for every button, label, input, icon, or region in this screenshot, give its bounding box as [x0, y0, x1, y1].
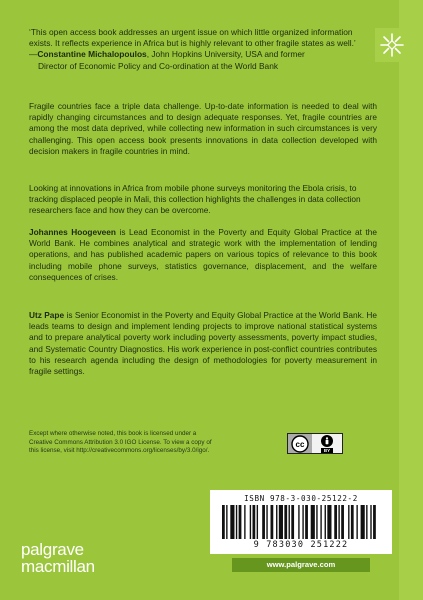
cc-icon: [288, 434, 312, 453]
barcode-bar: [222, 505, 225, 539]
barcode-bar: [289, 505, 290, 539]
svg-text:cc: cc: [295, 439, 305, 449]
cc-by-badge: [287, 433, 343, 454]
publisher-name-line2: macmillan: [21, 557, 95, 576]
barcode-bar: [252, 505, 255, 539]
author-bio-text: is Senior Economist in the Poverty and Equity Global Practice at the World Bank. He leads teams to design and implement lending projects to improve national statistical systems and to prepare analytical poverty work including poverty assessments, poverty impact studies, and Systematic Country Diagnostics. His work experience in post-conflict countries contributes to his research agenda including the design of methodologies for poverty measurement in fragile settings.: [29, 310, 377, 377]
barcode-bar: [334, 505, 337, 539]
barcode-bar: [305, 505, 308, 539]
barcode-bar: [302, 505, 303, 539]
isbn-barcode-box: [210, 490, 392, 554]
barcode-bar: [291, 505, 294, 539]
by-label: BY: [321, 448, 333, 453]
license-notice: Except where otherwise noted, this book is licensed under a Creative Commons Attribution 3.0 IGO License. To view a copy of this license, visit http://creativecommons.org/licenses/by/3.0/igo/.: [29, 430, 212, 455]
endorsement-quote: [29, 27, 377, 72]
barcode-bar: [257, 505, 258, 539]
barcode-bar: [239, 505, 242, 539]
barcode-bar: [361, 505, 365, 539]
barcode-bar: [284, 505, 287, 539]
barcode-bar: [250, 505, 251, 539]
barcode-bar: [311, 505, 315, 539]
author-bio-text: is Lead Economist in the Poverty and Equity Global Practice at the World Bank. He combines analytical and strategic work with the implementation of lending operations, and has published academic papers on various topics of relevance to this book including mobile phone surveys, statistics governance, displacement, and the welfare consequences of crises.: [29, 227, 377, 282]
barcode-bar: [366, 505, 367, 539]
person-icon: [321, 435, 333, 447]
author-bio-pape: [29, 310, 377, 377]
barcode-bar: [266, 505, 267, 539]
quote-affiliation: , John Hopkins University, USA and former: [146, 49, 305, 60]
barcode-bar: [279, 505, 283, 539]
quote-text: ‘This open access book addresses an urgent issue on which little organized information exists. It reflects experience in Africa but is highly relevant to other fragile states as well.’: [29, 27, 356, 49]
barcode-bar: [373, 505, 376, 539]
quote-author: Constantine Michalopoulos: [37, 49, 147, 60]
barcode-bar: [276, 505, 277, 539]
cover-edge-strip: [399, 0, 423, 600]
barcode-bar: [325, 505, 326, 539]
author-bio-hoogeveen: [29, 227, 377, 283]
barcode-bar: [356, 505, 357, 539]
quote-dash: —: [29, 49, 38, 60]
barcode-bar: [348, 505, 349, 539]
barcode-bar: [298, 505, 299, 539]
author-name: Utz Pape: [29, 310, 65, 320]
publisher-url[interactable]: www.palgrave.com: [232, 558, 370, 572]
description-paragraph-2: Looking at innovations in Africa from mobile phone surveys monitoring the Ebola crisis, to tracking displaced people in Mali, this collection highlights the challenges in data collection researchers face and how they can be overcome.: [29, 183, 361, 216]
barcode-bar: [327, 505, 331, 539]
barcode-bar: [226, 505, 227, 539]
description-paragraph-1: Fragile countries face a triple data challenge. Up-to-date information is needed to deal with rapidly changing circumstances and to design adequate responses. Yet, fragile countries are among the most data deprived, while collecting new information in such circumstances is very challenging. This open access book presents innovations in data collection developed with decision makers in fragile countries in mind.: [29, 101, 377, 156]
barcode-bar: [316, 505, 317, 539]
barcode-bar: [262, 505, 265, 539]
barcode-digits: 9 783030 251222: [253, 540, 349, 550]
author-name: Johannes Hoogeveen: [29, 227, 116, 237]
sparkle-icon: [379, 32, 405, 58]
isbn-label: ISBN 978-3-030-25122-2: [244, 494, 358, 503]
publisher-name-line1: palgrave: [21, 540, 84, 559]
barcode-bar: [341, 505, 344, 539]
barcode-bar: [230, 505, 234, 539]
barcode-bar: [370, 505, 371, 539]
barcode-bar: [338, 505, 339, 539]
barcode-bar: [351, 505, 354, 539]
barcode-bar: [271, 505, 274, 539]
barcode-bar: [236, 505, 237, 539]
barcode: [222, 505, 380, 539]
quote-affiliation-line2: Director of Economic Policy and Co-ordination at the World Bank: [38, 60, 279, 71]
palgrave-logo-mark: [375, 28, 409, 62]
barcode-bar: [244, 505, 245, 539]
publisher-logo: [21, 542, 95, 575]
barcode-bar: [320, 505, 321, 539]
